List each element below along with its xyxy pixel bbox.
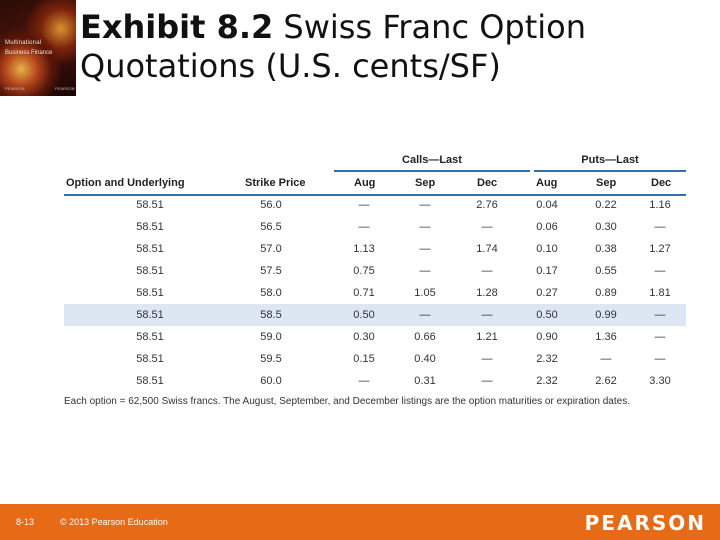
header-puts-dec: Dec [651, 177, 672, 189]
cell-calls-aug: — [358, 221, 370, 233]
cell-puts-dec: — [654, 353, 666, 365]
cell-calls-dec: — [481, 221, 493, 233]
cell-calls-sep: 1.05 [414, 287, 436, 299]
puts-group-header: Puts—Last [534, 150, 686, 172]
cell-puts-aug: 0.90 [536, 331, 558, 343]
cell-calls-sep: — [419, 221, 431, 233]
cell-strike: 59.5 [260, 353, 282, 365]
cell-calls-sep: — [419, 243, 431, 255]
table-row [64, 216, 686, 238]
cell-strike: 57.0 [260, 243, 282, 255]
header-strike-price: Strike Price [245, 177, 306, 189]
cell-strike: 58.0 [260, 287, 282, 299]
cell-puts-sep: 0.22 [595, 199, 617, 211]
cell-puts-aug: 2.32 [536, 375, 558, 387]
cell-calls-aug: 0.50 [353, 309, 375, 321]
cell-underlying: 58.51 [136, 375, 164, 387]
cell-calls-aug: 0.75 [353, 265, 375, 277]
cell-puts-dec: 3.30 [649, 375, 671, 387]
cell-calls-aug: 0.15 [353, 353, 375, 365]
book-cover-thumbnail [0, 0, 76, 96]
cell-puts-aug: 0.27 [536, 287, 558, 299]
cell-underlying: 58.51 [136, 353, 164, 365]
cell-calls-aug: 0.71 [353, 287, 375, 299]
cell-puts-dec: — [654, 221, 666, 233]
cell-strike: 57.5 [260, 265, 282, 277]
cell-puts-sep: 0.99 [595, 309, 617, 321]
cell-calls-dec: — [481, 265, 493, 277]
cell-calls-dec: 1.28 [476, 287, 498, 299]
cell-puts-dec: — [654, 309, 666, 321]
cell-puts-aug: 0.17 [536, 265, 558, 277]
cell-calls-sep: — [419, 265, 431, 277]
exhibit-number: Exhibit 8.2 [80, 8, 274, 46]
book-title-line1: Multinational [5, 40, 42, 46]
column-header-row [64, 172, 686, 196]
cell-calls-aug: 1.13 [353, 243, 375, 255]
book-publisher-right: PEARSON [55, 86, 75, 91]
book-title-line2: Business Finance [5, 50, 53, 56]
cell-calls-aug: — [358, 199, 370, 211]
cell-calls-sep: — [419, 309, 431, 321]
cell-calls-dec: 1.74 [476, 243, 498, 255]
cell-strike: 60.0 [260, 375, 282, 387]
page-number: 8-13 [16, 517, 35, 527]
cell-puts-dec: 1.27 [649, 243, 671, 255]
header-puts-sep: Sep [596, 177, 617, 189]
cell-puts-aug: 0.50 [536, 309, 558, 321]
cell-strike: 58.5 [260, 309, 282, 321]
header-calls-sep: Sep [415, 177, 436, 189]
cell-strike: 59.0 [260, 331, 282, 343]
cell-puts-sep: 2.62 [595, 375, 617, 387]
cell-puts-aug: 2.32 [536, 353, 558, 365]
cell-puts-dec: — [654, 331, 666, 343]
cell-puts-sep: 0.38 [595, 243, 617, 255]
cell-calls-dec: — [481, 353, 493, 365]
table-row [64, 282, 686, 304]
cell-underlying: 58.51 [136, 221, 164, 233]
copyright: © 2013 Pearson Education [60, 517, 168, 527]
cell-puts-sep: 0.89 [595, 287, 617, 299]
cell-calls-aug: — [358, 375, 370, 387]
cell-underlying: 58.51 [136, 287, 164, 299]
cell-underlying: 58.51 [136, 331, 164, 343]
header-puts-aug: Aug [536, 177, 558, 189]
table-body [64, 194, 686, 392]
cell-calls-dec: — [481, 375, 493, 387]
table-row [64, 326, 686, 348]
cell-calls-dec: — [481, 309, 493, 321]
calls-group-header: Calls—Last [334, 150, 530, 172]
cell-puts-dec: — [654, 265, 666, 277]
cell-puts-dec: 1.16 [649, 199, 671, 211]
cell-puts-dec: 1.81 [649, 287, 671, 299]
cell-underlying: 58.51 [136, 243, 164, 255]
cell-puts-aug: 0.04 [536, 199, 558, 211]
pearson-logo: PEARSON [584, 511, 706, 535]
cell-puts-sep: 1.36 [595, 331, 617, 343]
slide-title [80, 8, 586, 86]
table-row [64, 260, 686, 282]
table-row [64, 238, 686, 260]
cell-puts-sep: — [600, 353, 612, 365]
header-option-underlying: Option and Underlying [66, 177, 185, 189]
title-line1-rest: Swiss Franc Option [283, 8, 586, 46]
cell-underlying: 58.51 [136, 309, 164, 321]
table-row [64, 304, 686, 326]
header-calls-dec: Dec [477, 177, 498, 189]
cell-calls-sep: 0.31 [414, 375, 436, 387]
cell-underlying: 58.51 [136, 199, 164, 211]
table-footnote: Each option = 62,500 Swiss francs. The August, September, and December listings are the option maturities or expiration dates. [64, 396, 630, 407]
cell-underlying: 58.51 [136, 265, 164, 277]
header-calls-aug: Aug [354, 177, 376, 189]
cell-calls-sep: 0.40 [414, 353, 436, 365]
cell-puts-sep: 0.30 [595, 221, 617, 233]
cell-calls-dec: 1.21 [476, 331, 498, 343]
cell-strike: 56.0 [260, 199, 282, 211]
cell-calls-sep: 0.66 [414, 331, 436, 343]
cell-calls-aug: 0.30 [353, 331, 375, 343]
cell-puts-aug: 0.10 [536, 243, 558, 255]
footer-bar [0, 504, 720, 540]
cell-puts-aug: 0.06 [536, 221, 558, 233]
cell-strike: 56.5 [260, 221, 282, 233]
title-line2: Quotations (U.S. cents/SF) [80, 47, 501, 85]
table-row [64, 194, 686, 216]
table-row [64, 348, 686, 370]
cell-puts-sep: 0.55 [595, 265, 617, 277]
cell-calls-dec: 2.76 [476, 199, 498, 211]
table-row [64, 370, 686, 392]
cell-calls-sep: — [419, 199, 431, 211]
book-publisher-left: PEARSON [5, 86, 25, 91]
